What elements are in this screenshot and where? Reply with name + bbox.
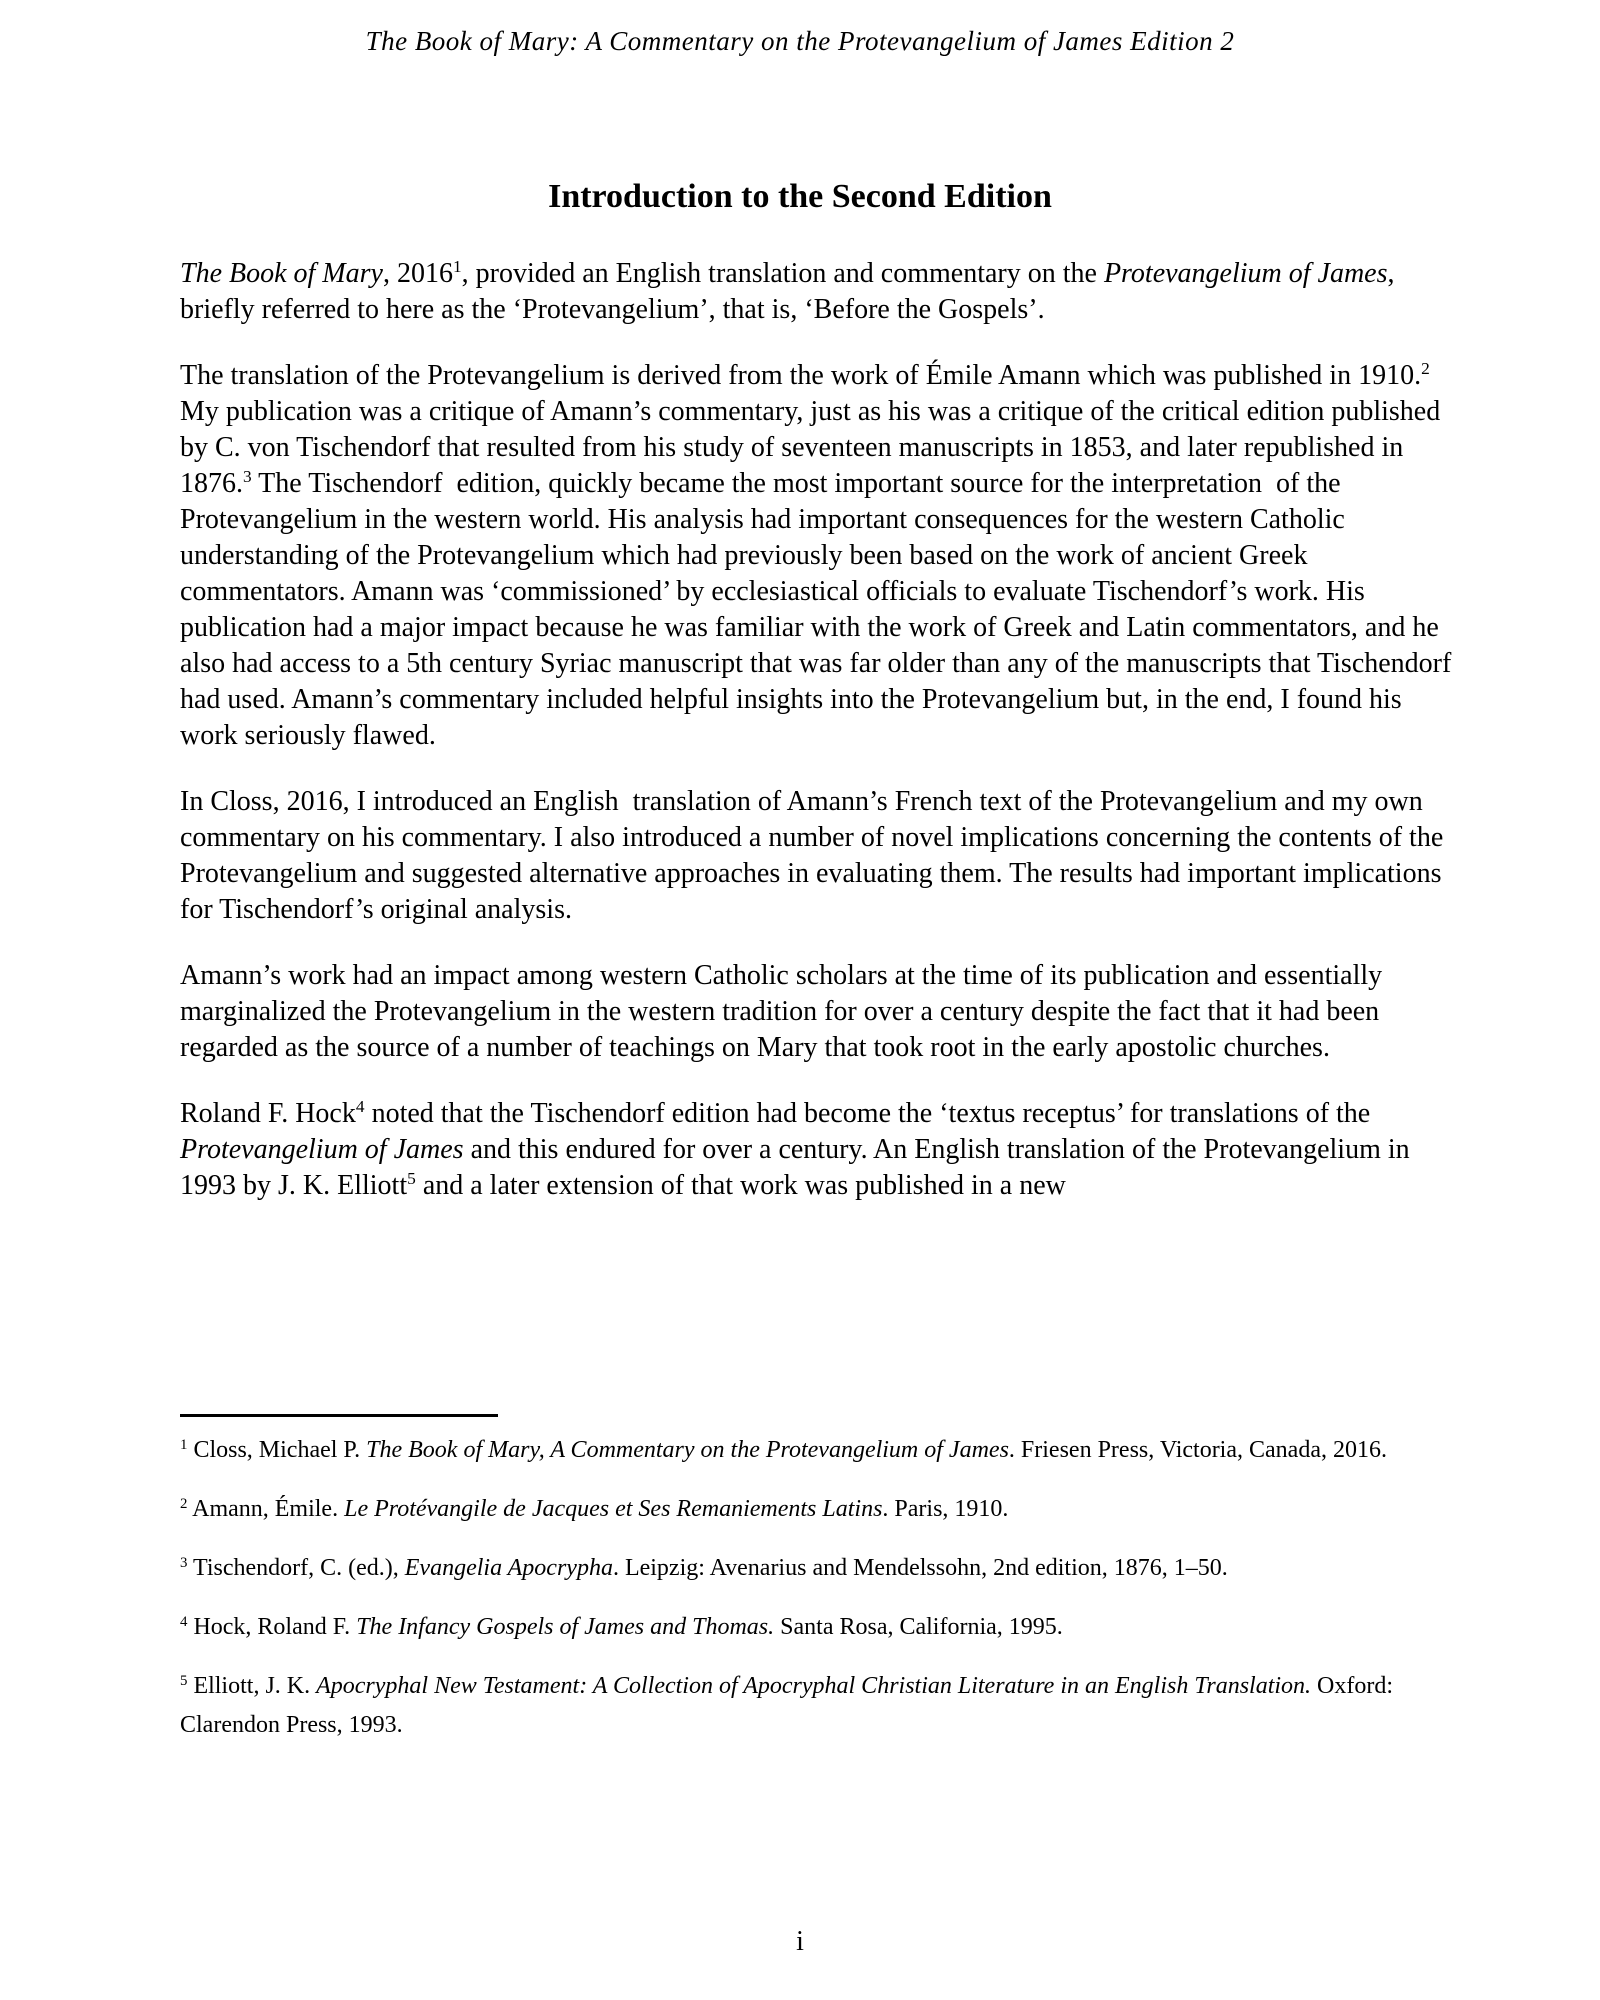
italic-text-run: Protevangelium of James — [180, 1134, 464, 1165]
footnote-reference: 2 — [1421, 359, 1430, 379]
italic-text-run: The Infancy Gospels of James and Thomas. — [356, 1614, 775, 1640]
text-run: Tischendorf, C. (ed.), — [187, 1555, 405, 1581]
text-run: , 2016 — [382, 258, 453, 289]
text-run: Amann, Émile. — [187, 1496, 345, 1522]
text-run: Closs, Michael P. — [187, 1437, 367, 1463]
footnote-3 — [180, 1549, 1470, 1588]
italic-text-run: Evangelia Apocrypha — [404, 1555, 613, 1581]
text-run: Amann’s work had an impact among western Catholic scholars at the time of its publication and essentially marginalized the Protevangelium in the western tradition for over a century despite the fact that it had been regarded as the source of a number of teachings on Mary that took root in the early apostolic churches. — [180, 960, 1390, 1063]
footnote-reference: 1 — [452, 257, 462, 277]
footnote-reference: 5 — [407, 1169, 416, 1189]
paragraph-hock — [180, 1096, 1465, 1204]
footnote-1 — [180, 1431, 1470, 1470]
footnote-reference: 2 — [180, 1495, 188, 1512]
text-run: , briefly referred to here as the ‘Protevangelium’, that is, ‘Before the Gospels’. — [180, 258, 1402, 325]
text-run: , provided an English translation and commentary on the — [461, 258, 1104, 289]
footnote-separator — [180, 1414, 498, 1417]
text-run: Oxford: Clarendon Press, 1993. — [180, 1673, 1400, 1738]
paragraph-intro — [180, 256, 1465, 328]
footnote-reference: 3 — [180, 1554, 188, 1571]
paragraph-translation — [180, 358, 1465, 754]
text-run: Elliott, J. K. — [187, 1673, 317, 1699]
page-number: i — [796, 1926, 804, 1957]
footnote-5 — [180, 1667, 1470, 1745]
text-run: . Leipzig: Avenarius and Mendelssohn, 2nd edition, 1876, 1–50. — [612, 1555, 1228, 1581]
footnote-4 — [180, 1608, 1470, 1647]
italic-text-run: Protevangelium of James — [1103, 258, 1388, 289]
paragraph-amann-impact — [180, 958, 1465, 1066]
italic-text-run: The Book of Mary, A Commentary on the Protevangelium of James — [366, 1437, 1009, 1463]
footnote-reference: 4 — [180, 1613, 188, 1630]
text-run: Hock, Roland F. — [187, 1614, 357, 1640]
text-run: and a later extension of that work was published in a new — [415, 1170, 1066, 1201]
text-run: In Closs, 2016, I introduced an English translation of Amann’s French text of the Protevangelium and my own commentary on his commentary. I also introduced a number of novel implications concerning the contents of the Protevangelium and suggested alternative approaches in evaluating them. The results had important implications for Tischendorf’s original analysis. — [180, 786, 1451, 925]
footnote-reference: 4 — [355, 1097, 365, 1117]
italic-text-run: The Book of Mary — [180, 258, 383, 289]
text-run: . Paris, 1910. — [882, 1496, 1009, 1522]
footnote-2 — [180, 1490, 1470, 1529]
text-run: . Friesen Press, Victoria, Canada, 2016. — [1008, 1437, 1387, 1463]
running-header: The Book of Mary: A Commentary on the Protevangelium of James Edition 2 — [365, 26, 1235, 56]
footnote-reference: 5 — [180, 1672, 188, 1689]
footnote-reference: 1 — [180, 1436, 188, 1453]
page-title: Introduction to the Second Edition — [548, 178, 1052, 215]
text-run: and this endured for over a century. An English translation of the Protevangelium in 1993 by J. K. Elliott — [180, 1134, 1417, 1201]
text-run: The translation of the Protevangelium is derived from the work of Émile Amann which was published in 1910. — [180, 360, 1422, 391]
italic-text-run: Le Protévangile de Jacques et Ses Remaniements Latins — [344, 1496, 883, 1522]
text-run: Santa Rosa, California, 1995. — [774, 1614, 1063, 1640]
text-run: My publication was a critique of Amann’s commentary, just as his was a critique of the critical edition published by C. von Tischendorf that resulted from his study of seventeen manuscripts in 1853, and later republished in 1876. — [180, 360, 1448, 499]
body-text — [180, 256, 1465, 1234]
text-run: noted that the Tischendorf edition had become the ‘textus receptus’ for translations of the — [364, 1098, 1378, 1129]
footnote-reference: 3 — [243, 467, 252, 487]
italic-text-run: Apocryphal New Testament: A Collection of Apocryphal Christian Literature in an English Translation. — [316, 1673, 1312, 1699]
paragraph-closs — [180, 784, 1465, 928]
footnotes-section — [180, 1414, 1470, 1765]
text-run: The Tischendorf edition, quickly became the most important source for the interpretation of the Protevangelium in the western world. His analysis had important consequences for the western Catholic understanding of the Protevangelium which had previously been based on the work of ancient Greek commentators. Amann was ‘commissioned’ by ecclesiastical officials to evaluate Tischendorf’s work. His publication had a major impact because he was familiar with the work of Greek and Latin commentators, and he also had access to a 5th century Syriac manuscript that was far older than any of the manuscripts that Tischendorf had used. Amann’s commentary included helpful insights into the Protevangelium but, in the end, I found his work seriously flawed. — [180, 468, 1459, 751]
text-run: Roland F. Hock — [180, 1098, 356, 1129]
